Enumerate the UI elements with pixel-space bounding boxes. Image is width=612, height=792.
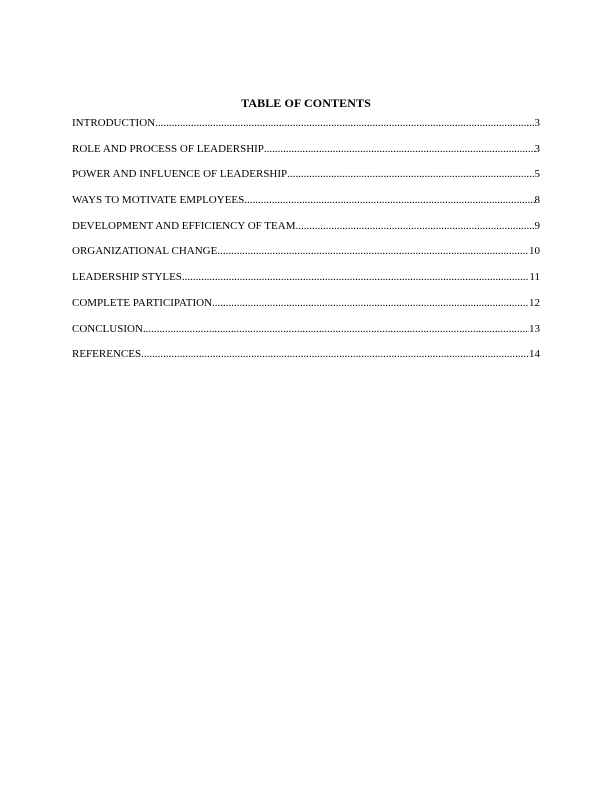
toc-entry-development-and-efficiency[interactable]	[72, 218, 540, 244]
toc-entry-label: COMPLETE PARTICIPATION	[72, 296, 213, 309]
toc-list	[72, 115, 540, 372]
toc-entry-page-number: 14	[529, 348, 540, 361]
toc-entry-page-number: 3	[534, 142, 540, 155]
toc-entry-label: REFERENCES	[72, 348, 142, 361]
toc-entry-label: DEVELOPMENT AND EFFICIENCY OF TEAM	[72, 219, 296, 232]
toc-entry-label: ORGANIZATIONAL CHANGE	[72, 245, 218, 258]
toc-entry-complete-participation[interactable]	[72, 295, 540, 321]
toc-entry-label: POWER AND INFLUENCE OF LEADERSHIP	[72, 168, 288, 181]
toc-entry-page-number: 3	[534, 117, 540, 129]
toc-dot-leader	[182, 269, 530, 285]
toc-dot-leader	[244, 192, 534, 208]
toc-entry-label: WAYS TO MOTIVATE EMPLOYEES	[72, 194, 245, 207]
toc-entry-page-number: 11	[529, 271, 540, 284]
toc-entry-references[interactable]	[72, 346, 540, 372]
toc-entry-label: LEADERSHIP STYLES	[72, 271, 182, 284]
toc-dot-leader	[143, 321, 529, 337]
toc-entry-label: CONCLUSION	[72, 322, 143, 335]
toc-entry-page-number: 5	[534, 168, 540, 181]
toc-entry-power-and-influence[interactable]	[72, 166, 540, 192]
toc-entry-introduction[interactable]	[72, 115, 540, 141]
toc-entry-conclusion[interactable]	[72, 321, 540, 347]
toc-dot-leader	[264, 141, 535, 157]
toc-entry-role-and-process[interactable]	[72, 141, 540, 167]
toc-entry-page-number: 9	[534, 219, 540, 232]
toc-dot-leader	[287, 166, 534, 182]
toc-dot-leader	[141, 346, 529, 362]
toc-dot-leader	[217, 243, 529, 259]
toc-entry-label: ROLE AND PROCESS OF LEADERSHIP	[72, 142, 264, 155]
toc-entry-page-number: 13	[529, 322, 540, 335]
toc-entry-page-number: 12	[529, 296, 540, 309]
toc-entry-page-number: 8	[534, 194, 540, 207]
toc-entry-ways-to-motivate[interactable]	[72, 192, 540, 218]
toc-entry-organizational-change[interactable]	[72, 243, 540, 269]
toc-entry-label: INTRODUCTION	[72, 117, 156, 129]
toc-entry-page-number: 10	[529, 245, 540, 258]
toc-dot-leader	[295, 218, 534, 234]
toc-entry-leadership-styles[interactable]	[72, 269, 540, 295]
toc-dot-leader	[155, 115, 534, 131]
toc-dot-leader	[212, 295, 529, 311]
toc-title: TABLE OF CONTENTS	[241, 96, 371, 110]
